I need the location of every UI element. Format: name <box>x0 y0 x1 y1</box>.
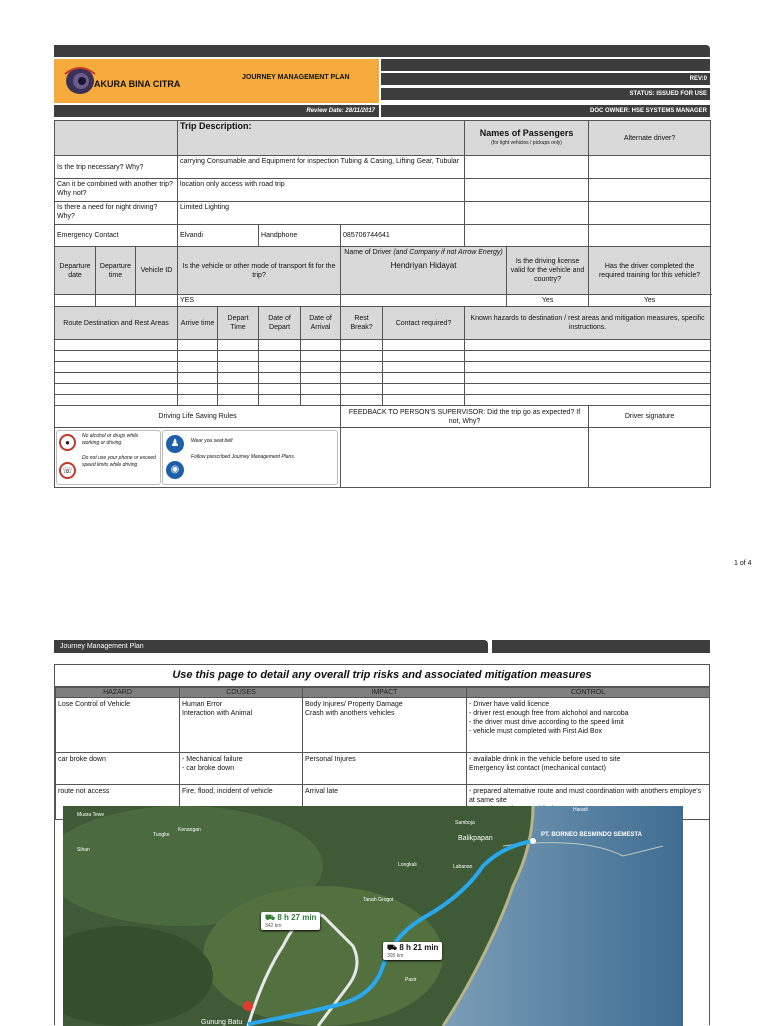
no-alcohol-icon: ● <box>59 434 76 451</box>
risk-row <box>56 698 710 753</box>
license-question: Is the driving license valid for the vehicle and country? <box>507 247 589 295</box>
destination-marker <box>530 838 536 844</box>
alternate-driver-value <box>589 179 711 202</box>
risk-column-header: HAZARD <box>56 688 180 698</box>
page2-header-left <box>54 640 488 653</box>
risk-line: car broke down <box>58 756 106 763</box>
no-phone-icon: ☏ <box>59 462 76 479</box>
risk-row <box>56 753 710 785</box>
risk-line: Emergency list contact (mechanical contact) <box>469 765 606 772</box>
map-place-label: Haradi <box>573 807 588 813</box>
doc-owner: DOC OWNER: HSE SYSTEMS MANAGER <box>589 108 707 114</box>
driver-name-extra <box>341 295 507 307</box>
trip-description-label: Trip Description: <box>180 121 252 131</box>
rule-alcohol: No alcohol or drugs while working or driving. <box>82 433 139 446</box>
map-place-label: Kenangan <box>178 827 201 833</box>
driver-name: Hendriyan Hidayat <box>390 261 457 270</box>
vehicle-id-label: Vehicle ID <box>136 247 178 295</box>
form-corner-cell <box>55 121 178 156</box>
map-place-label: Samboja <box>455 820 475 826</box>
map-place-label: Longkali <box>398 862 417 868</box>
risk-line: - car broke down <box>182 765 235 772</box>
departure-date-label: Departure date <box>55 247 96 295</box>
route1-time: 8 h 27 min <box>277 913 317 922</box>
depart-time-label: Depart Time <box>218 307 259 340</box>
risk-line: - prepared alternative route and must coordination with anothers employe's at same site <box>469 788 702 804</box>
passenger-cell <box>465 179 589 202</box>
route-row <box>55 362 711 373</box>
alternate-driver-label: Alternate driver? <box>623 134 676 142</box>
risk-table <box>55 687 710 820</box>
review-date-bar <box>54 105 379 117</box>
route-row <box>55 395 711 406</box>
seatbelt-icon: ♟ <box>166 435 184 453</box>
trip-description-cell <box>178 121 465 156</box>
training-question: Has the driver completed the required training for this vehicle? <box>589 247 711 295</box>
risk-line: - driver rest enough free from alchohol and narcoba <box>469 710 629 717</box>
risk-line: Fire, flood, incident of vehicle <box>182 788 273 795</box>
rule-phone: Do not use your phone or exceed speed limits while driving <box>82 455 156 468</box>
journey-form-table <box>54 120 711 488</box>
map-place-label: Muara Tewe <box>77 812 105 818</box>
driver-name-cell <box>341 247 507 295</box>
driver-signature-label: Driver signature <box>589 406 711 428</box>
rule-seatbelt: Wear you seat belt <box>191 438 233 444</box>
risk-section <box>54 664 710 1025</box>
passenger-cell <box>465 156 589 179</box>
map-place-label: Labanan <box>453 864 473 870</box>
rev-bar <box>381 73 710 85</box>
answer-combined: location only access with road trip <box>178 179 465 202</box>
passenger-cell <box>465 225 589 247</box>
names-passengers-label: Names of Passengers <box>479 128 574 138</box>
route1-dist: 342 km <box>265 923 282 929</box>
route2-time: 8 h 21 min <box>399 943 439 952</box>
risk-line: Lose Control of Vehicle <box>58 701 130 708</box>
risk-title: Use this page to detail any overall trip risks and associated mitigation measures <box>55 665 709 687</box>
departure-date-value <box>55 295 96 307</box>
rule-jmp: Follow prescribed Journey Management Plans. <box>191 454 296 460</box>
feedback-value <box>341 428 589 488</box>
header-right-top <box>381 59 710 71</box>
route-map <box>63 806 683 1026</box>
arrive-time-label: Arrive time <box>178 307 218 340</box>
route-row <box>55 373 711 384</box>
answer-night: Limited Lighting <box>178 202 465 225</box>
question-combined: Can it be combined with another trip? Why not? <box>55 179 178 202</box>
map-place-label: Balikpapan <box>458 835 493 842</box>
map-place-label: Pasir <box>405 977 417 983</box>
emergency-contact-label: Emergency Contact <box>55 225 178 247</box>
map-poi-label: PT. BORNEO BESMINDO SEMESTA <box>541 832 642 838</box>
driver-name-note: (and Company if not Arrow Energy) <box>393 249 503 256</box>
risk-causes <box>180 698 303 753</box>
page2-header-right <box>492 640 710 653</box>
car-icon: ⛟ <box>265 913 276 922</box>
risk-hazard <box>56 698 180 753</box>
map-place-label: Tungke <box>153 832 170 838</box>
risk-causes <box>180 753 303 785</box>
risk-line: - vehicle must completed with First Aid Box <box>469 728 603 735</box>
date-arrival-label: Date of Arrival <box>301 307 341 340</box>
training-answer: Yes <box>589 295 711 307</box>
risk-line: - available drink in the vehicle before used to site <box>469 756 621 763</box>
risk-line: Crash with anothers vehicles <box>305 710 395 717</box>
known-hazards-label: Known hazards to destination / rest areas and mitigation measures, specific instructions. <box>465 307 711 340</box>
route2-callout <box>383 942 442 960</box>
header-top-bar <box>54 45 710 57</box>
question-necessary: Is the trip necessary? Why? <box>55 156 178 179</box>
passenger-cell <box>465 202 589 225</box>
date-depart-label: Date of Depart <box>259 307 301 340</box>
document-title: JOURNEY MANAGEMENT PLAN <box>242 74 350 81</box>
risk-control <box>467 753 710 785</box>
risk-column-header: CONTROL <box>467 688 710 698</box>
driver-name-label: Name of Driver <box>344 249 392 256</box>
names-passengers-cell <box>465 121 589 156</box>
route-row <box>55 384 711 395</box>
page2-header-label: Journey Management Plan <box>60 643 144 650</box>
car-icon: ⛟ <box>387 943 398 952</box>
contact-required-label: Contact required? <box>383 307 465 340</box>
risk-line: Personal Injures <box>305 756 356 763</box>
vehicle-id-value <box>136 295 178 307</box>
page-number: 1 of 4 <box>734 560 752 567</box>
rules-box-left <box>56 430 161 485</box>
risk-line: - Driver have valid licence <box>469 701 550 708</box>
review-date: Review Date: 28/11/2017 <box>306 108 375 114</box>
rest-break-label: Rest Break? <box>341 307 383 340</box>
route-label: Route Destination and Rest Areas <box>55 307 178 340</box>
question-night: Is there a need for night driving? Why? <box>55 202 178 225</box>
map-place-label: Gunung Batu <box>201 1019 243 1026</box>
route-row <box>55 340 711 351</box>
feedback-label: FEEDBACK TO PERSON'S SUPERVISOR: Did the trip go as expected? If not, Why? <box>341 406 589 428</box>
departure-time-value <box>96 295 136 307</box>
risk-impact <box>303 698 467 753</box>
risk-line: Body Injures/ Property Damage <box>305 701 403 708</box>
risk-hazard <box>56 753 180 785</box>
risk-line: - Mechanical failure <box>182 756 243 763</box>
header-logo-block <box>54 59 379 103</box>
journey-plan-icon: ◉ <box>166 461 184 479</box>
risk-impact <box>303 753 467 785</box>
route-map-graphic <box>63 806 683 1026</box>
departure-time-label: Departure time <box>96 247 136 295</box>
alternate-driver-cell <box>589 121 711 156</box>
risk-line: Human Error <box>182 701 223 708</box>
company-logo-icon <box>62 64 98 98</box>
driver-signature-value <box>589 428 711 488</box>
doc-owner-bar <box>381 105 710 117</box>
risk-control <box>467 698 710 753</box>
risk-line: Interaction with Animal <box>182 710 253 717</box>
alternate-driver-value <box>589 202 711 225</box>
risk-column-header: IMPACT <box>303 688 467 698</box>
alternate-driver-value <box>589 156 711 179</box>
license-answer: Yes <box>507 295 589 307</box>
route1-callout <box>261 912 320 930</box>
risk-line: Arrival late <box>305 788 339 795</box>
handphone-value: 085706744641 <box>341 225 465 247</box>
status-label: STATUS: ISSUED FOR USE <box>629 91 707 97</box>
handphone-label: Handphone <box>259 225 341 247</box>
route2-dist: 305 km <box>387 953 404 959</box>
rev-label: REV:0 <box>689 76 707 82</box>
rules-box-right <box>162 430 338 485</box>
life-saving-rules-cell <box>55 428 341 488</box>
risk-line: route not access <box>58 788 110 795</box>
alternate-driver-value <box>589 225 711 247</box>
vehicle-fit-question: Is the vehicle or other mode of transport fit for the trip? <box>178 247 341 295</box>
risk-line: - the driver must drive according to the speed limit <box>469 719 624 726</box>
life-saving-rules-label: Driving Life Saving Rules <box>55 406 341 428</box>
company-name: AKURA BINA CITRA <box>94 79 181 89</box>
status-bar <box>381 88 710 100</box>
names-passengers-sub: (for light vehicles / pickups only) <box>491 140 562 146</box>
answer-necessary: carrying Consumable and Equipment for inspection Tubing & Casing, Lifting Gear, Tubular <box>178 156 465 179</box>
risk-column-header: COUSES <box>180 688 303 698</box>
emergency-contact-name: Elvandi <box>178 225 259 247</box>
route-row <box>55 351 711 362</box>
map-place-label: Tanah Grogot <box>363 897 394 903</box>
map-place-label: Sihan <box>77 847 90 853</box>
vehicle-fit-answer: YES <box>178 295 341 307</box>
